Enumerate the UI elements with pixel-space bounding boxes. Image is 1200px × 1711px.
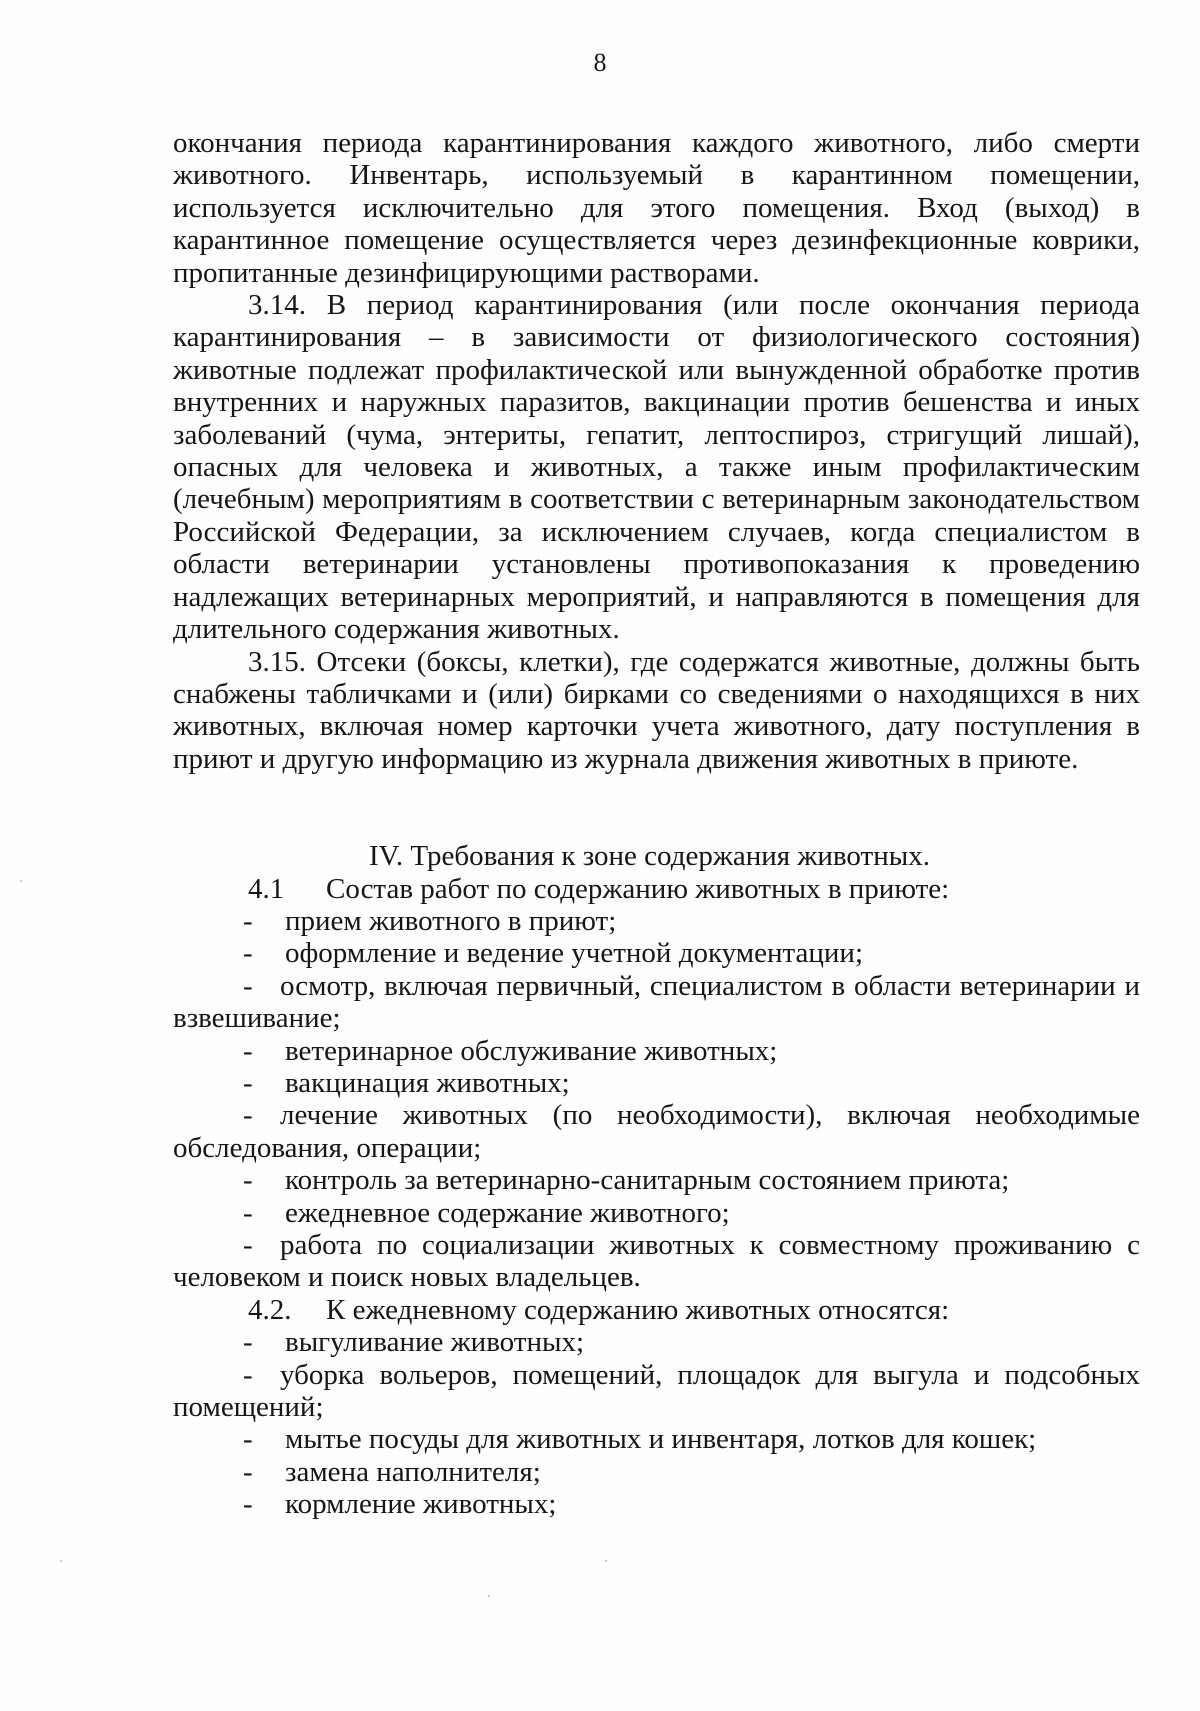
paragraph-3-15: 3.15. Отсеки (боксы, клетки), где содержатся животные, должны быть снабжены табличками и (или) бирками со сведениями о находящихся в них животных, включая номер карточки учета животного, дату поступления в приют и другую информацию из журнала движения животных в приюте.: [173, 645, 1140, 775]
list-item: [173, 970, 1140, 1035]
list-item: [173, 1164, 1140, 1196]
dash-marker: -: [243, 1358, 253, 1391]
dash-marker: -: [243, 1196, 253, 1229]
list-item: [173, 1359, 1140, 1424]
list-item-text: прием животного в приют;: [285, 904, 617, 937]
scan-speck: [20, 880, 22, 882]
dash-marker: -: [243, 1423, 253, 1456]
subsection-4-2-number: 4.2.: [248, 1293, 292, 1326]
list-item: [173, 1067, 1140, 1099]
dash-marker: -: [243, 1164, 253, 1197]
subsection-4-2-text: К ежедневному содержанию животных относятся:: [326, 1293, 950, 1326]
dash-marker: -: [243, 937, 253, 970]
list-item-text: вакцинация животных;: [285, 1066, 570, 1099]
list-item: [173, 1197, 1140, 1229]
list-item: [173, 1326, 1140, 1358]
scan-speck: [488, 1595, 490, 1597]
page-number: 8: [593, 48, 607, 77]
list-item-text: уборка вольеров, помещений, площадок для выгула и подсобных помещений;: [173, 1358, 1140, 1424]
dash-marker: -: [243, 1034, 253, 1067]
document-body: [173, 127, 1140, 1521]
list-item-text: оформление и ведение учетной документации;: [285, 937, 864, 970]
list-item: [173, 1099, 1140, 1164]
dash-marker: -: [243, 1455, 253, 1488]
list-item-text: лечение животных (по необходимости), включая необходимые обследования, операции;: [173, 1099, 1140, 1164]
list-item: [173, 1456, 1140, 1488]
subsection-4-1-number: 4.1: [248, 872, 285, 905]
dash-marker: -: [243, 1066, 253, 1099]
scan-speck: [605, 1560, 607, 1562]
subsection-4-1: [173, 873, 1140, 905]
section-gap: [173, 775, 1140, 840]
subsection-4-1-text: Состав работ по содержанию животных в приюте:: [326, 872, 950, 905]
list-item-text: ветеринарное обслуживание животных;: [285, 1034, 778, 1067]
list-item-text: замена наполнителя;: [285, 1455, 541, 1488]
paragraph-3-14: 3.14. В период карантинирования (или после окончания периода карантинирования – в зависимости от физиологического состояния) животные подлежат профилактической или вынужденной обработке против внутренних и наружных паразитов, вакцинации против бешенства и иных заболеваний (чума, энтериты, гепатит, лептоспироз, стригущий лишай), опасных для человека и животных, а также иным профилактическим (лечебным) мероприятиям в соответствии с ветеринарным законодательством Российской Федерации, за исключением случаев, когда специалистом в области ветеринарии установлены противопоказания к проведению надлежащих ветеринарных мероприятий, и направляются в помещения для длительного содержания животных.: [173, 289, 1140, 646]
list-item: [173, 1423, 1140, 1455]
list-item: [173, 1035, 1140, 1067]
scan-speck: [60, 1560, 62, 1562]
list-item-text: кормление животных;: [285, 1488, 557, 1521]
list-item-text: выгуливание животных;: [285, 1326, 585, 1359]
subsection-4-2: [173, 1294, 1140, 1326]
dash-marker: -: [243, 1229, 253, 1261]
list-item-text: мытье посуды для животных и инвентаря, лотков для кошек;: [285, 1423, 1037, 1456]
list-item-text: осмотр, включая первичный, специалистом в области ветеринарии и взвешивание;: [173, 969, 1140, 1035]
dash-marker: -: [243, 1099, 253, 1132]
dash-marker: -: [243, 969, 253, 1002]
list-item: [173, 1488, 1140, 1520]
list-item-text: контроль за ветеринарно-санитарным состоянием приюта;: [285, 1164, 1010, 1197]
dash-marker: -: [243, 904, 253, 937]
dash-marker: -: [243, 1326, 253, 1359]
list-item: [173, 937, 1140, 969]
list-item-text: работа по социализации животных к совместному проживанию с человеком и поиск новых владельцев.: [173, 1229, 1140, 1294]
paragraph-quarantine-end: окончания периода карантинирования каждого животного, либо смерти животного. Инвентарь, используемый в карантинном помещении, используется исключительно для этого помещения. Вход (выход) в карантинное помещение осуществляется через дезинфекционные коврики, пропитанные дезинфицирующими растворами.: [173, 127, 1140, 289]
list-item-text: ежедневное содержание животного;: [285, 1196, 730, 1229]
list-item: [173, 1229, 1140, 1294]
dash-marker: -: [243, 1488, 253, 1521]
section-iv-title: IV. Требования к зоне содержания животных.: [369, 840, 930, 873]
list-item: [173, 905, 1140, 937]
